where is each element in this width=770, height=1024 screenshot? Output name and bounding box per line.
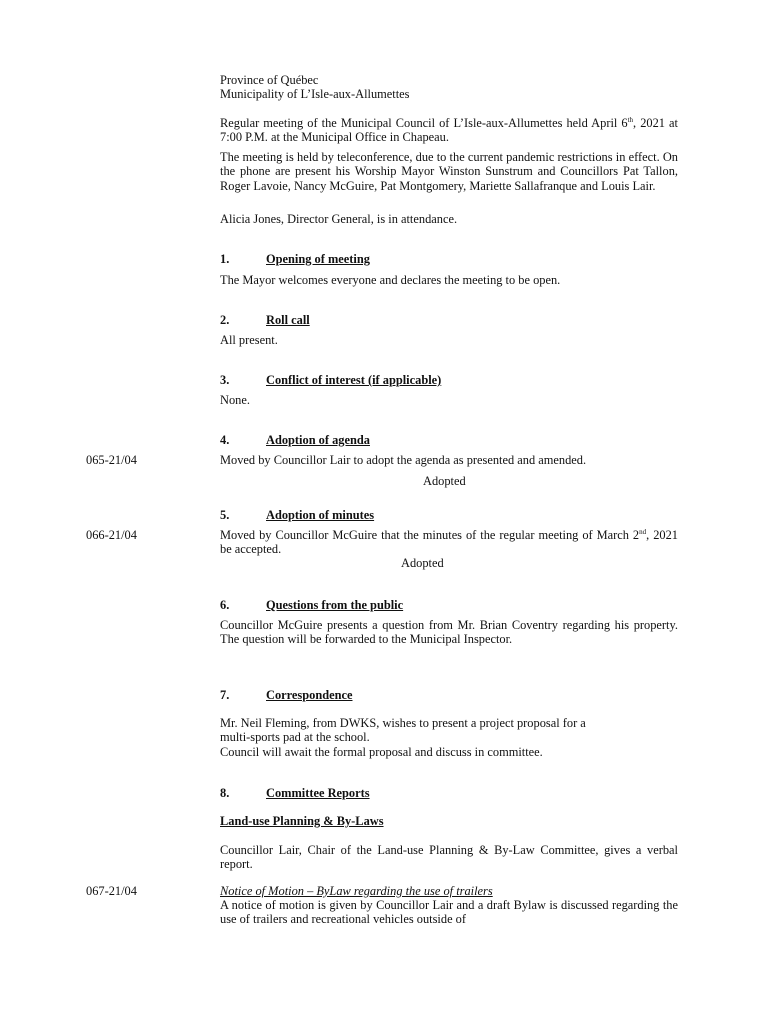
resolution-number: 065-21/04	[86, 453, 137, 467]
item-heading: Adoption of minutes	[266, 508, 375, 522]
item-number: 1.	[220, 252, 230, 266]
meeting-paragraph	[220, 116, 678, 145]
attendance-paragraph: Alicia Jones, Director General, is in attendance.	[220, 212, 458, 226]
item-heading: Opening of meeting	[266, 252, 370, 266]
teleconference-paragraph: The meeting is held by teleconference, due to the current pandemic restrictions in effect. On the phone are present his Worship Mayor Winston Sunstrum and Councillors Pat Tallon, Roger Lavoie, Nancy McGuire, Pat Montgomery, Mariette Sallafranque and Louis Lair.	[220, 150, 678, 193]
item-body: None.	[220, 393, 250, 407]
minutes-text-b: , 2021 be accepted.	[220, 528, 678, 557]
document-header	[220, 73, 678, 102]
motion-heading: Notice of Motion – ByLaw regarding the use of trailers	[220, 884, 493, 898]
item-body: Moved by Councillor Lair to adopt the agenda as presented and amended.	[220, 453, 587, 467]
correspondence-line: Council will await the formal proposal and discuss in committee.	[220, 744, 543, 759]
item-number: 4.	[220, 433, 230, 447]
municipality-line: Municipality of L’Isle-aux-Allumettes	[220, 87, 410, 102]
committee-subheading: Land-use Planning & By-Laws	[220, 814, 384, 828]
item-body: Councillor McGuire presents a question from Mr. Brian Coventry regarding his property. The question will be forwarded to the Municipal Inspector.	[220, 618, 678, 647]
motion-body: A notice of motion is given by Councillor Lair and a draft Bylaw is discussed regarding the use of trailers and recreational vehicles outside of	[220, 898, 678, 927]
item-heading: Conflict of interest (if applicable)	[266, 373, 442, 387]
item-heading: Committee Reports	[266, 786, 370, 800]
adopted-status: Adopted	[423, 474, 466, 488]
province-line: Province of Québec	[220, 73, 319, 87]
item-body: The Mayor welcomes everyone and declares the meeting to be open.	[220, 273, 561, 287]
item-body: All present.	[220, 333, 278, 347]
item-heading: Adoption of agenda	[266, 433, 370, 447]
minutes-date-suffix: nd	[639, 527, 647, 536]
meeting-date-suffix: th	[627, 115, 634, 124]
committee-report: Councillor Lair, Chair of the Land-use Planning & By-Law Committee, gives a verbal report.	[220, 843, 678, 872]
item-body	[220, 528, 678, 557]
item-number: 2.	[220, 313, 230, 327]
correspondence-line: Mr. Neil Fleming, from DWKS, wishes to present a project proposal for a	[220, 716, 586, 730]
item-number: 5.	[220, 508, 230, 522]
minutes-text-a: Moved by Councillor McGuire that the minutes of the regular meeting of March 2	[220, 528, 640, 542]
item-number: 3.	[220, 373, 230, 387]
item-heading: Correspondence	[266, 688, 353, 702]
item-number: 7.	[220, 688, 230, 702]
resolution-number: 066-21/04	[86, 528, 137, 542]
resolution-number: 067-21/04	[86, 884, 137, 898]
correspondence-body	[220, 716, 678, 759]
correspondence-line: multi-sports pad at the school.	[220, 730, 370, 745]
meeting-text-a: Regular meeting of the Municipal Council of L’Isle-aux-Allumettes held April 6	[220, 116, 628, 130]
meeting-text-b: , 2021 at 7:00 P.M. at the Municipal Office in Chapeau.	[220, 116, 678, 145]
item-heading: Roll call	[266, 313, 310, 327]
item-number: 6.	[220, 598, 230, 612]
item-number: 8.	[220, 786, 230, 800]
item-heading: Questions from the public	[266, 598, 404, 612]
adopted-status: Adopted	[401, 556, 444, 570]
